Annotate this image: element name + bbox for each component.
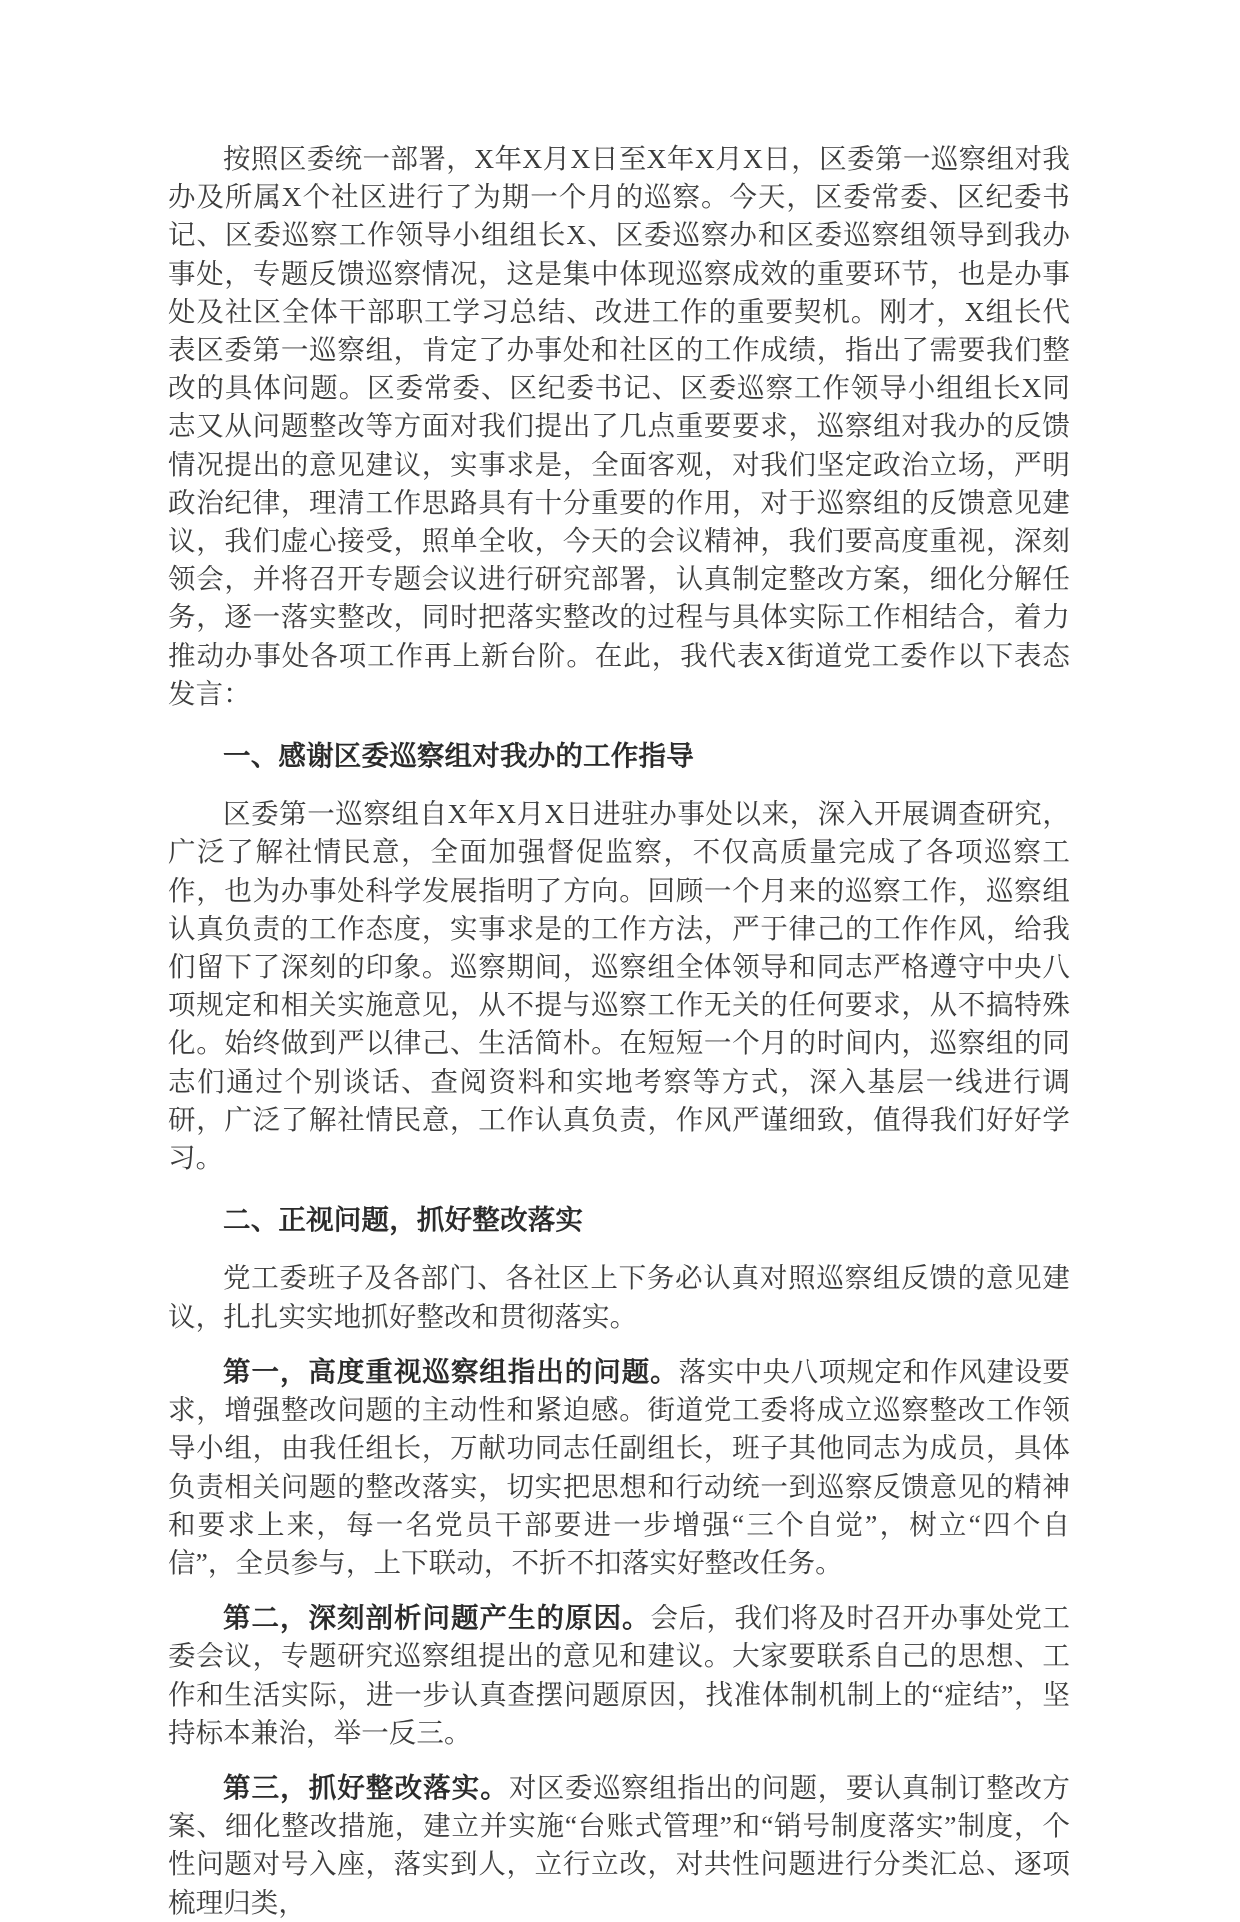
heading-section-1: 一、感谢区委巡察组对我办的工作指导: [223, 740, 694, 772]
heading-section-2: 二、正视问题，抓好整改落实: [223, 1204, 584, 1236]
paragraph-point-3: [168, 1769, 1070, 1922]
document-body: [168, 140, 1070, 1922]
paragraph-section-1-body: 区委第一巡察组自X年X月X日进驻办事处以来，深入开展调查研究，广泛了解社情民意，全面加强督促监察，不仅高质量完成了各项巡察工作，也为办事处科学发展指明了方向。回顾一个月来的巡察工作，巡察组认真负责的工作态度，实事求是的工作方法，严于律己的工作作风，给我们留下了深刻的印象。巡察期间，巡察组全体领导和同志严格遵守中央八项规定和相关实施意见，从不提与巡察工作无关的任何要求，从不搞特殊化。始终做到严以律己、生活简朴。在短短一个月的时间内，巡察组的同志们通过个别谈话、查阅资料和实地考察等方式，深入基层一线进行调研，广泛了解社情民意，工作认真负责，作风严谨细致，值得我们好好学习。: [168, 798, 1070, 1174]
body-point-3: 对区委巡察组指出的问题，要认真制订整改方案、细化整改措施，建立并实施“台账式管理”和“销号制度落实”制度，个性问题对号入座，落实到人，立行立改，对共性问题进行分类汇总、逐项梳理归类，: [168, 1771, 1070, 1918]
paragraph-point-1: [168, 1353, 1070, 1582]
paragraph-intro: 按照区委统一部署，X年X月X日至X年X月X日，区委第一巡察组对我办及所属X个社区进行了为期一个月的巡察。今天，区委常委、区纪委书记、区委巡察工作领导小组组长X、区委巡察办和区委巡察组领导到我办事处，专题反馈巡察情况，这是集中体现巡察成效的重要环节，也是办事处及社区全体干部职工学习总结、改进工作的重要契机。刚才，X组长代表区委第一巡察组，肯定了办事处和社区的工作成绩，指出了需要我们整改的具体问题。区委常委、区纪委书记、区委巡察工作领导小组组长X同志又从问题整改等方面对我们提出了几点重要要求，巡察组对我办的反馈情况提出的意见建议，实事求是，全面客观，对我们坚定政治立场，严明政治纪律，理清工作思路具有十分重要的作用，对于巡察组的反馈意见建议，我们虚心接受，照单全收，今天的会议精神，我们要高度重视，深刻领会，并将召开专题会议进行研究部署，认真制定整改方案，细化分解任务，逐一落实整改，同时把落实整改的过程与具体实际工作相结合，着力推动办事处各项工作再上新台阶。在此，我代表X街道党工委作以下表态发言：: [168, 143, 1070, 709]
body-point-1: 落实中央八项规定和作风建设要求，增强整改问题的主动性和紧迫感。街道党工委将成立巡察整改工作领导小组，由我任组长，万献功同志任副组长，班子其他同志为成员，具体负责相关问题的整改落实，切实把思想和行动统一到巡察反馈意见的精神和要求上来，每一名党员干部要进一步增强“三个自觉”，树立“四个自信”，全员参与，上下联动，不折不扣落实好整改任务。: [168, 1355, 1070, 1578]
paragraph-section-2-body: 党工委班子及各部门、各社区上下务必认真对照巡察组反馈的意见建议，扎扎实实地抓好整改和贯彻落实。: [168, 1262, 1070, 1332]
lead-in-point-1: 第一，高度重视巡察组指出的问题。: [223, 1355, 679, 1387]
paragraph-point-2: [168, 1599, 1070, 1752]
lead-in-point-2: 第二，深刻剖析问题产生的原因。: [223, 1602, 651, 1634]
lead-in-point-3: 第三，抓好整改落实。: [223, 1771, 509, 1803]
body-point-2: 会后，我们将及时召开办事处党工委会议，专题研究巡察组提出的意见和建议。大家要联系自己的思想、工作和生活实际，进一步认真查摆问题原因，找准体制机制上的“症结”，坚持标本兼治，举一反三。: [168, 1602, 1071, 1748]
